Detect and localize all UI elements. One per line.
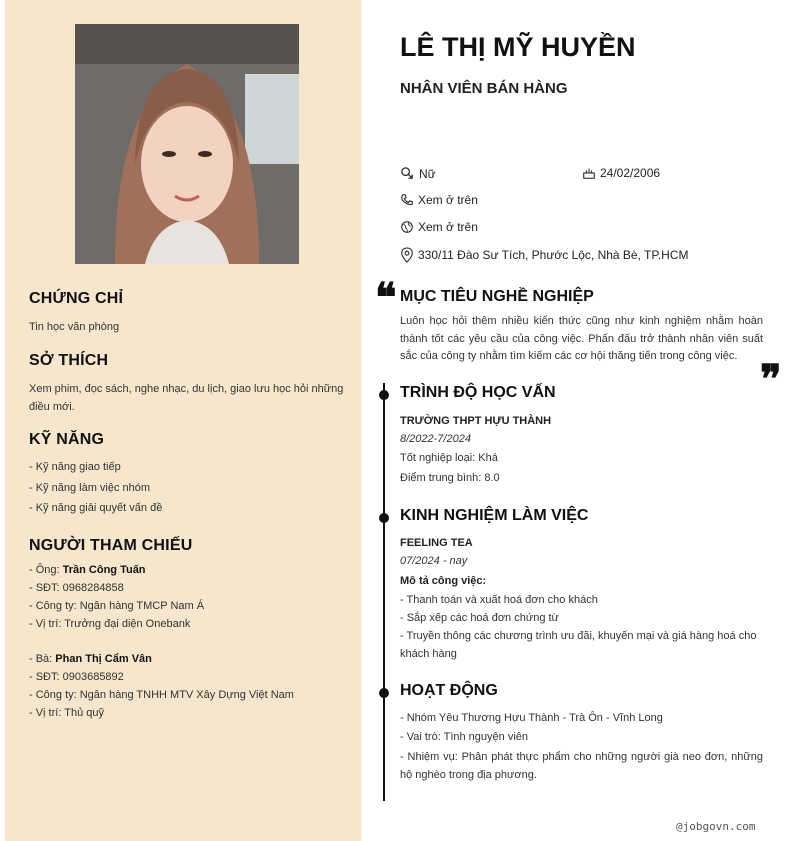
candidate-name: LÊ THỊ MỸ HUYỀN (400, 32, 636, 62)
activity-item: - Nhóm Yêu Thương Hựu Thành - Trà Ôn - Vĩnh Long (400, 712, 663, 724)
watermark: @jobgovn.com (676, 820, 756, 833)
skill-item: - Kỹ năng giao tiếp (29, 461, 121, 473)
gender-info (400, 166, 436, 181)
timeline-dot (379, 513, 389, 523)
skills-section (29, 431, 349, 519)
birthday-info (582, 166, 660, 180)
main-content (361, 0, 800, 841)
activity-item: - Vai trò: Tình nguyện viên (400, 731, 528, 743)
reference-position: - Vị trí: Thủ quỹ (29, 707, 104, 719)
skill-item: - Kỹ năng làm việc nhóm (29, 481, 151, 494)
cake-icon (582, 166, 596, 180)
hobbies-section (29, 352, 349, 416)
address-info (400, 247, 689, 263)
location-pin-icon (400, 247, 414, 263)
open-quote-icon: ❝ (375, 274, 397, 321)
references-heading: NGƯỜI THAM CHIẾU (29, 537, 193, 554)
gender-icon (400, 166, 415, 181)
left-sidebar (5, 0, 361, 841)
experience-desc-label: Mô tả công việc: (400, 575, 487, 587)
skills-heading: KỸ NĂNG (29, 431, 105, 448)
education-period: 8/2022-7/2024 (400, 433, 471, 445)
experience-company: FEELING TEA (400, 537, 473, 549)
timeline-dot (379, 390, 389, 400)
objective-heading: MỤC TIÊU NGHỀ NGHIỆP (400, 288, 594, 305)
address-value: 330/11 Đào Sư Tích, Phước Lộc, Nhà Bè, TP.HCM (418, 248, 689, 262)
reference-position: - Vị trí: Trưởng đại diện Onebank (29, 618, 191, 630)
reference-name: Trần Công Tuấn (62, 564, 146, 576)
objective-text: Luôn học hỏi thêm nhiều kiến thức cũng như kinh nghiệm nhằm hoàn thành tốt các yêu cầu của công việc. Phấn đấu trở thành nhân viên suất sắc của công ty nhằm tìm kiếm các cơ hội thăng tiến trong công việc. (400, 315, 763, 362)
gender-value: Nữ (419, 166, 436, 181)
reference-name: Phan Thị Cẩm Vân (55, 653, 152, 665)
timeline-dot (379, 688, 389, 698)
references-section (29, 537, 349, 722)
reference-phone: - SĐT: 0968284858 (29, 582, 124, 594)
skill-item: - Kỹ năng giải quyết vấn đề (29, 502, 163, 514)
experience-period: 07/2024 - nay (400, 555, 468, 567)
phone-info (400, 193, 478, 207)
education-heading: TRÌNH ĐỘ HỌC VẤN (400, 384, 556, 401)
phone-icon (400, 193, 414, 207)
birthday-value: 24/02/2006 (600, 166, 661, 180)
education-score: Điểm trung bình: 8.0 (400, 472, 500, 484)
email-info (400, 220, 478, 234)
reference-name-line: - Bà: Phan Thị Cẩm Vân (29, 653, 152, 665)
experience-item: - Truyền thông các chương trình ưu đãi, khuyến mại và giá hàng hoá cho khách hàng (400, 630, 757, 660)
phone-value: Xem ở trên (418, 193, 478, 207)
certificates-section (29, 290, 349, 336)
education-school: TRƯỜNG THPT HỰU THÀNH (400, 415, 552, 427)
email-value: Xem ở trên (418, 220, 478, 234)
activity-item: - Nhiệm vụ: Phân phát thực phẩm cho những người già neo đơn, những hộ nghèo trong địa phương. (400, 751, 763, 781)
job-title: NHÂN VIÊN BÁN HÀNG (400, 80, 568, 97)
experience-item: - Sắp xếp các hoá đơn chứng từ (400, 612, 559, 624)
experience-heading: KINH NGHIỆM LÀM VIỆC (400, 507, 589, 524)
certificates-heading: CHỨNG CHỈ (29, 290, 124, 307)
hobbies-heading: SỞ THÍCH (29, 352, 109, 369)
profile-photo (75, 24, 299, 264)
activities-heading: HOẠT ĐỘNG (400, 682, 498, 699)
globe-icon (400, 220, 414, 234)
reference-name-line: - Ông: Trần Công Tuấn (29, 564, 146, 576)
close-quote-icon: ❞ (760, 356, 782, 403)
experience-item: - Thanh toán và xuất hoá đơn cho khách (400, 594, 598, 606)
reference-phone: - SĐT: 0903685892 (29, 671, 124, 683)
reference-company: - Công ty: Ngân hàng TMCP Nam Á (29, 600, 205, 612)
education-grade: Tốt nghiệp loại: Khá (400, 452, 498, 464)
certificates-text: Tin học văn phòng (29, 321, 120, 333)
reference-company: - Công ty: Ngân hàng TNHH MTV Xây Dựng Việt Nam (29, 689, 294, 701)
timeline-line (383, 383, 385, 801)
hobbies-text: Xem phim, đọc sách, nghe nhạc, du lịch, giao lưu học hỏi những điều mới. (29, 383, 344, 413)
spacer (29, 633, 349, 650)
